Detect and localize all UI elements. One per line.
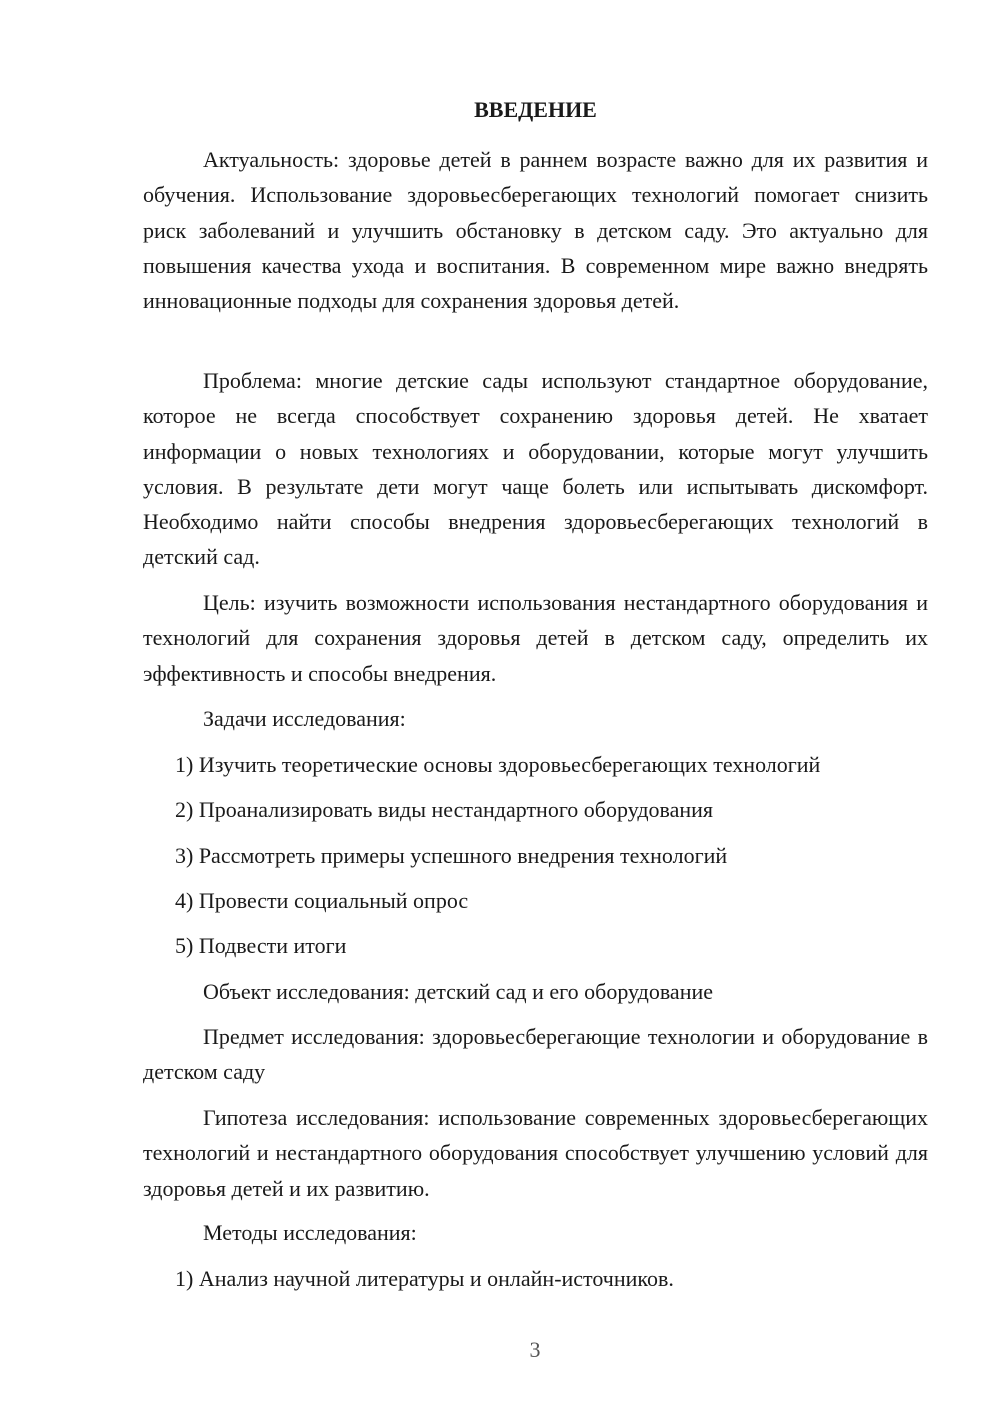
methods-heading: Методы исследования: <box>203 1220 417 1245</box>
method-item-1: 1) Анализ научной литературы и онлайн-источников. <box>175 1266 674 1291</box>
object-line: Объект исследования: детский сад и его оборудование <box>203 979 714 1004</box>
section-heading: ВВЕДЕНИЕ <box>474 97 597 122</box>
hypothesis-paragraph: Гипотеза исследования: использование современных здоровьесберегающих технологий и нестандартного оборудования способствует улучшению условий для здоровья детей и их развитию. <box>143 1105 928 1201</box>
tasks-heading: Задачи исследования: <box>203 706 406 731</box>
page-number: 3 <box>529 1337 541 1362</box>
task-item-4: 4) Провести социальный опрос <box>175 888 469 913</box>
task-item-2: 2) Проанализировать виды нестандартного оборудования <box>175 797 714 822</box>
relevance-paragraph: Актуальность: здоровье детей в раннем возрасте важно для их развития и обучения. Использование здоровьесберегающих технологий помогает снизить риск заболеваний и улучшить обстановку в детском саду. Это актуально для повышения качества ухода и воспитания. В современном мире важно внедрять инновационные подходы для сохранения здоровья детей. <box>143 147 928 314</box>
goal-paragraph: Цель: изучить возможности использования нестандартного оборудования и технологий для сохранения здоровья детей в детском саду, определить их эффективность и способы внедрения. <box>143 590 928 686</box>
task-item-1: 1) Изучить теоретические основы здоровьесберегающих технологий <box>175 752 821 777</box>
problem-paragraph: Проблема: многие детские сады используют стандартное оборудование, которое не всегда способствует сохранению здоровья детей. Не хватает информации о новых технологиях и оборудовании, которые могут улучшить условия. В результате дети могут чаще болеть или испытывать дискомфорт. Необходимо найти способы внедрения здоровьесберегающих технологий в детский сад. <box>143 368 928 570</box>
task-item-3: 3) Рассмотреть примеры успешного внедрения технологий <box>175 843 728 868</box>
subject-paragraph: Предмет исследования: здоровьесберегающие технологии и оборудование в детском саду <box>143 1024 928 1085</box>
task-item-5: 5) Подвести итоги <box>175 933 347 958</box>
